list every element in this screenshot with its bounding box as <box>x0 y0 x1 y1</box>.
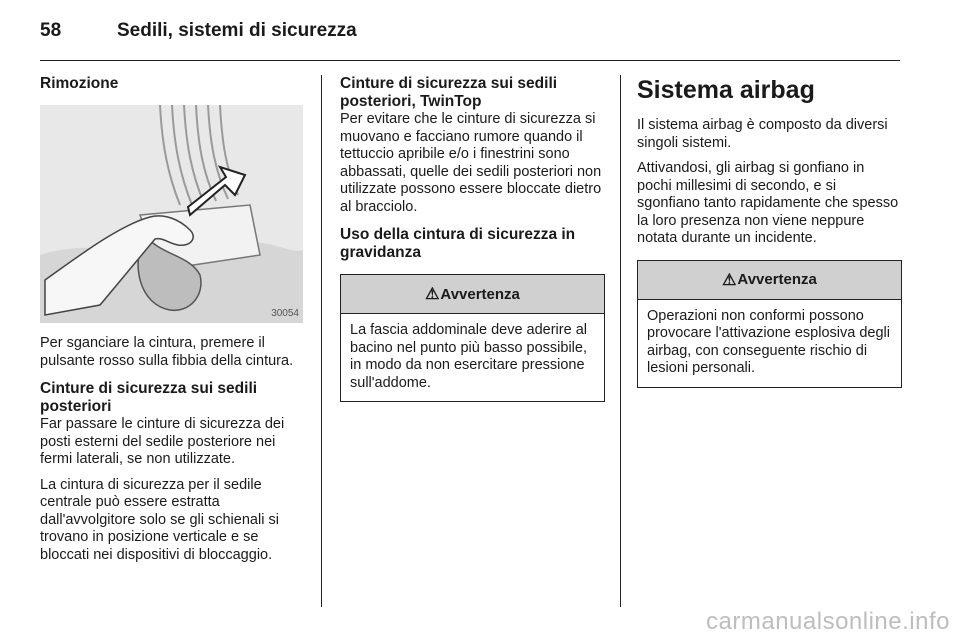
warning-box-pregnancy <box>340 274 605 402</box>
seatbelt-buckle-illustration <box>40 105 303 323</box>
paragraph-rear-outer: Far passare le cinture di sicurezza dei posti esterni del sedile posteriore nei fermi laterali, se non utilizzate. <box>40 416 285 467</box>
warning-header <box>341 275 604 314</box>
warning-title: Avvertenza <box>737 271 817 288</box>
header-divider <box>40 60 900 61</box>
paragraph-airbag-inflation: Attivandosi, gli airbag si gonfiano in pochi millesimi di secondo, e si sgonfiano tanto rapidamente che spesso la loro presenza non viene neppure notata durante un incidente. <box>637 160 899 246</box>
paragraph-twintop: Per evitare che le cinture di sicurezza si muovano e facciano rumore quando il tettuccio apribile e/o i finestrini sono abbassati, quelle dei sedili posteriori non utilizzate possono essere bloccate dietro al bracciolo. <box>340 111 602 215</box>
paragraph-rear-center: La cintura di sicurezza per il sedile centrale può essere estratta dall'avvolgitore solo se gli schienali si trovano in posizione verticale e se bloccati nei dispositivi di bloccaggio. <box>40 476 279 563</box>
paragraph-release: Per sganciare la cintura, premere il pulsante rosso sulla fibbia della cintura. <box>40 335 294 369</box>
warning-text: La fascia addominale deve aderire al bacino nel punto più basso possibile, in modo da non esercitare pressione sull'addome. <box>350 322 587 391</box>
warning-box-airbag <box>637 260 902 388</box>
figure-code: 30054 <box>271 308 299 319</box>
buckle-illustration-icon <box>40 105 303 323</box>
warning-triangle-icon: ⚠ <box>722 271 737 289</box>
section-heading-airbag: Sistema airbag <box>637 76 815 104</box>
watermark: carmanualsonline.info <box>706 608 950 635</box>
page-number: 58 <box>40 20 62 41</box>
warning-title: Avvertenza <box>440 285 520 303</box>
warning-triangle-icon: ⚠ <box>425 286 440 303</box>
section-heading-rear-belts: Cinture di sicurezza sui sedili posteriori <box>40 380 258 415</box>
column-right <box>637 75 902 388</box>
column-divider-2 <box>620 75 621 607</box>
paragraph-airbag-intro: Il sistema airbag è composto da diversi singoli sistemi. <box>637 117 888 151</box>
section-heading-removal: Rimozione <box>40 75 119 92</box>
page-header <box>40 14 900 52</box>
section-heading-twintop: Cinture di sicurezza sui sedili posteriori, TwinTop <box>340 75 558 110</box>
column-middle <box>340 75 605 402</box>
page-title: Sedili, sistemi di sicurezza <box>117 20 357 41</box>
column-left <box>40 75 305 564</box>
warning-header <box>638 261 901 300</box>
column-divider-1 <box>321 75 322 607</box>
warning-text: Operazioni non conformi possono provocare l'attivazione esplosiva degli airbag, con conseguente rischio di lesioni personali. <box>647 307 890 376</box>
section-heading-pregnancy: Uso della cintura di sicurezza in gravidanza <box>340 226 576 261</box>
